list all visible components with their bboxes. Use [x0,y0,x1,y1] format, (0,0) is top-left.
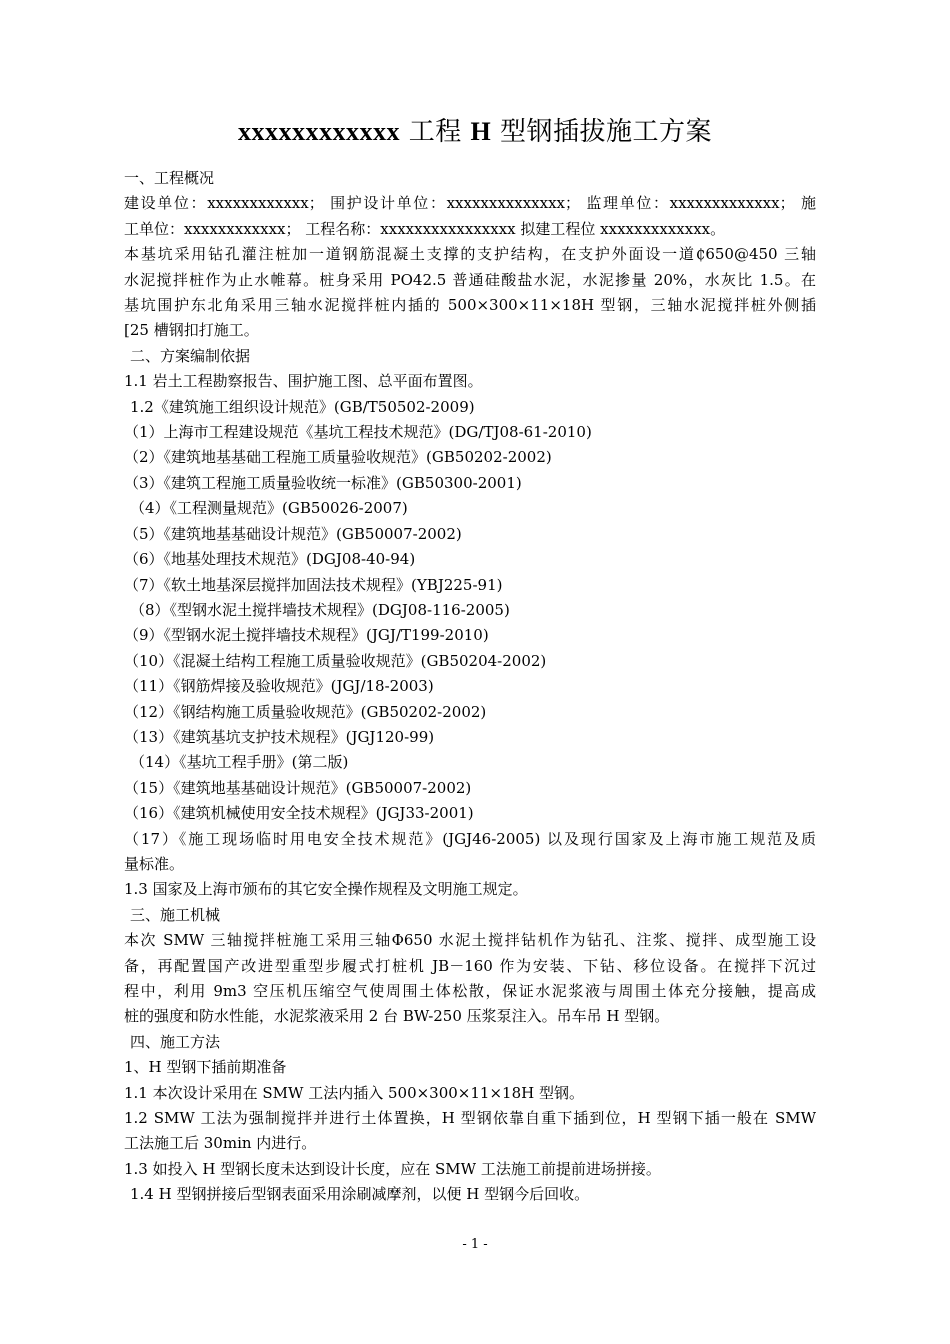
document-body [124,166,816,1208]
reference-item: （11）《钢筋焊接及验收规范》(JGJ/18-2003) [124,677,434,696]
body-line: 1.1 岩土工程勘察报告、围护施工图、总平面布置图。 [124,372,483,391]
body-line: 本次 SMW 三轴搅拌桩施工采用三轴Φ650 水泥土搅拌钻机作为钻孔、注浆、搅拌、成型施工设 [124,931,816,950]
body-line: 水泥搅拌桩作为止水帷幕。桩身采用 PO42.5 普通硅酸盐水泥，水泥掺量 20%，水灰比 1.5。在 [124,270,816,289]
body-line: 建设单位：xxxxxxxxxxxx； 围护设计单位：xxxxxxxxxxxxxx； 监理单位：xxxxxxxxxxxxx； 施 [124,194,816,213]
subsection-heading: 1、H 型钢下插前期准备 [124,1058,287,1077]
body-line: 1.3 国家及上海市颁布的其它安全操作规程及文明施工规定。 [124,880,528,899]
section-heading-overview: 一、工程概况 [124,169,215,187]
reference-item: （9）《型钢水泥土搅拌墙技术规程》(JGJ/T199-2010) [124,626,489,645]
reference-item: （2）《建筑地基基础工程施工质量验收规范》(GB50202-2002) [124,448,552,467]
title-prefix: xxxxxxxxxxxx [237,117,400,146]
section-heading-basis: 二、方案编制依据 [130,346,251,365]
reference-item: （8）《型钢水泥土搅拌墙技术规程》(DGJ08-116-2005) [130,600,510,619]
body-line: 工法施工后 30min 内进行。 [124,1134,317,1153]
body-line: 本基坑采用钻孔灌注桩加一道钢筋混凝土支撑的支护结构，在支护外面设一道₵650@450 三轴 [124,245,816,264]
reference-item: （12）《钢结构施工质量验收规范》(GB50202-2002) [124,702,487,721]
reference-item: （4）《工程测量规范》(GB50026-2007) [130,499,408,518]
reference-item: （16）《建筑机械使用安全技术规程》(JGJ33-2001) [124,804,474,823]
reference-item: （15）《建筑地基基础设计规范》(GB50007-2002) [124,778,472,797]
title-main: 工程 [399,117,471,147]
body-line: 1.2 SMW 工法为强制搅拌并进行土体置换，H 型钢依靠自重下插到位，H 型钢下插一般在 SMW [124,1109,816,1128]
reference-item: （7）《软土地基深层搅拌加固法技术规程》(YBJ225-91) [124,575,503,594]
section-heading-machinery: 三、施工机械 [130,905,221,924]
body-line: 工单位：xxxxxxxxxxxx； 工程名称：xxxxxxxxxxxxxxxx 拟建工程位 xxxxxxxxxxxxx。 [124,219,726,238]
reference-item: （1）上海市工程建设规范《基坑工程技术规范》(DG/TJ08-61-2010) [124,423,592,442]
page-title [0,114,950,150]
page-number: - 1 - [462,1237,488,1252]
body-line: 1.1 本次设计采用在 SMW 工法内插入 500×300×11×18H 型钢。 [124,1083,584,1102]
reference-item: （17）《施工现场临时用电安全技术规范》(JGJ46-2005) 以及现行国家及上海市施工规范及质 [124,829,816,848]
body-line: 基坑围护东北角采用三轴水泥搅拌桩内插的 500×300×11×18H 型钢，三轴水泥搅拌桩外侧插 [124,296,816,315]
body-line: 量标准。 [124,854,185,873]
reference-item: （10）《混凝土结构工程施工质量验收规范》(GB50204-2002) [124,651,547,670]
body-line: 1.4 H 型钢拼接后型钢表面采用涂刷减摩剂，以便 H 型钢今后回收。 [130,1185,590,1204]
body-line: [25 槽钢扣打施工。 [124,321,259,340]
reference-item: （14）《基坑工程手册》(第二版) [130,753,349,772]
reference-item: （3）《建筑工程施工质量验收统一标准》(GB50300-2001) [124,473,522,492]
body-line: 1.2《建筑施工组织设计规范》(GB/T50502-2009) [130,397,475,416]
body-line: 程中，利用 9m3 空压机压缩空气使周围土体松散，保证水泥浆液与周围土体充分接触，提高成 [124,982,816,1000]
reference-item: （6）《地基处理技术规范》(DGJ08-40-94) [124,550,416,569]
title-suffix: 型钢插拔施工方案 [491,117,713,147]
reference-item: （13）《建筑基坑支护技术规程》(JGJ120-99) [124,727,435,746]
title-h: H [470,117,492,146]
body-line: 桩的强度和防水性能，水泥浆液采用 2 台 BW-250 压浆泵注入。吊车吊 H 型钢。 [124,1007,670,1026]
section-heading-method: 四、施工方法 [130,1032,221,1051]
body-line: 1.3 如投入 H 型钢长度未达到设计长度，应在 SMW 工法施工前提前进场拼接。 [124,1159,661,1178]
reference-item: （5）《建筑地基基础设计规范》(GB50007-2002) [124,524,462,543]
body-line: 备，再配置国产改进型重型步履式打桩机 JB－160 作为安装、下钻、移位设备。在搅拌下沉过 [124,956,816,975]
